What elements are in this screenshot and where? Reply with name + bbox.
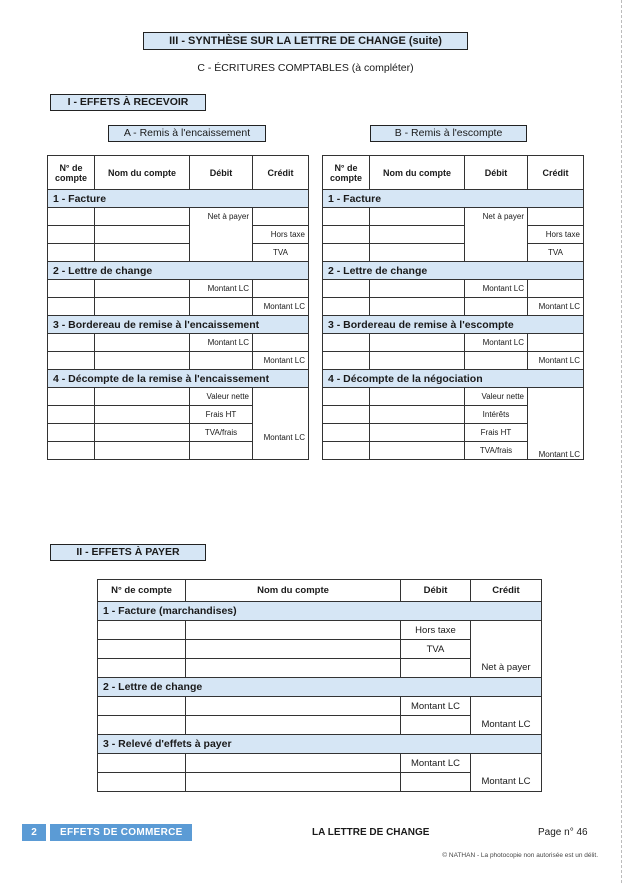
cell-label: TVA/frais	[190, 424, 253, 442]
cell-label: Hors taxe	[401, 621, 471, 640]
section-heading: 3 - Bordereau de remise à l'escompte	[323, 316, 584, 334]
table-escompte	[322, 155, 584, 460]
cell-label: TVA	[401, 640, 471, 659]
col-header-credit: Crédit	[253, 156, 309, 190]
cell-label: Montant LC	[253, 352, 309, 370]
col-header-name: Nom du compte	[370, 156, 465, 190]
cell-label: Montant LC	[471, 716, 542, 735]
cell-label: TVA/frais	[465, 442, 528, 460]
section-heading: 2 - Lettre de change	[48, 262, 309, 280]
section-effets-a-recevoir: I - EFFETS À RECEVOIR	[50, 94, 206, 111]
table-encaissement	[47, 155, 309, 460]
section-heading: 2 - Lettre de change	[98, 678, 542, 697]
page-subtitle: C - ÉCRITURES COMPTABLES (à compléter)	[197, 62, 414, 74]
cell-label: Montant LC	[528, 352, 584, 370]
footer-page-ref: Page n° 46	[538, 827, 588, 838]
cell-label: Hors taxe	[528, 226, 584, 244]
section-heading: 2 - Lettre de change	[323, 262, 584, 280]
col-header-credit: Crédit	[528, 156, 584, 190]
footer-page-number: 2	[22, 824, 46, 841]
copyright-notice: © NATHAN - La photocopie non autorisée est un délit.	[442, 852, 598, 859]
col-header-debit: Débit	[190, 156, 253, 190]
cell-label: Montant LC	[401, 697, 471, 716]
col-header-debit: Débit	[465, 156, 528, 190]
footer-title: LA LETTRE DE CHANGE	[312, 827, 430, 838]
cell-label: Net à payer	[190, 208, 253, 226]
section-heading: 3 - Bordereau de remise à l'encaissement	[48, 316, 309, 334]
subsection-escompte: B - Remis à l'escompte	[370, 125, 527, 142]
cell-label: Montant LC	[465, 280, 528, 298]
cell-label: Montant LC	[528, 298, 584, 316]
section-heading: 4 - Décompte de la négociation	[323, 370, 584, 388]
cell-label: Montant LC	[253, 298, 309, 316]
section-heading: 1 - Facture (marchandises)	[98, 602, 542, 621]
cell-label: Montant LC	[471, 773, 542, 792]
table-effets-a-payer	[97, 579, 542, 792]
cell-label: Frais HT	[190, 406, 253, 424]
section-heading: 3 - Relevé d'effets à payer	[98, 735, 542, 754]
col-header-name: Nom du compte	[186, 580, 401, 602]
section-effets-a-payer: II - EFFETS À PAYER	[50, 544, 206, 561]
cell-label: Montant LC	[528, 442, 584, 460]
section-heading: 1 - Facture	[323, 190, 584, 208]
cell-label: Montant LC	[465, 334, 528, 352]
col-header-credit: Crédit	[471, 580, 542, 602]
footer-section: EFFETS DE COMMERCE	[50, 824, 192, 841]
cell-label: Valeur nette	[190, 388, 253, 406]
cell-label: Valeur nette	[465, 388, 528, 406]
subsection-encaissement: A - Remis à l'encaissement	[108, 125, 266, 142]
cell-label: Net à payer	[471, 659, 542, 678]
cell-label: Intérêts	[465, 406, 528, 424]
cell-label: Net à payer	[465, 208, 528, 226]
cell-label: Frais HT	[465, 424, 528, 442]
cell-label: Montant LC	[401, 754, 471, 773]
col-header-name: Nom du compte	[95, 156, 190, 190]
cell-label: Montant LC	[253, 424, 309, 442]
col-header-debit: Débit	[401, 580, 471, 602]
cell-label: Hors taxe	[253, 226, 309, 244]
cut-line	[621, 0, 622, 883]
cell-label: Montant LC	[190, 280, 253, 298]
cell-label: Montant LC	[190, 334, 253, 352]
col-header-num: N° de compte	[98, 580, 186, 602]
col-header-num: N° de compte	[323, 156, 370, 190]
section-heading: 4 - Décompte de la remise à l'encaissement	[48, 370, 309, 388]
col-header-num: N° de compte	[48, 156, 95, 190]
cell-label: TVA	[528, 244, 584, 262]
cell-label: TVA	[253, 244, 309, 262]
section-heading: 1 - Facture	[48, 190, 309, 208]
page-title: III - SYNTHÈSE SUR LA LETTRE DE CHANGE (suite)	[143, 32, 468, 50]
